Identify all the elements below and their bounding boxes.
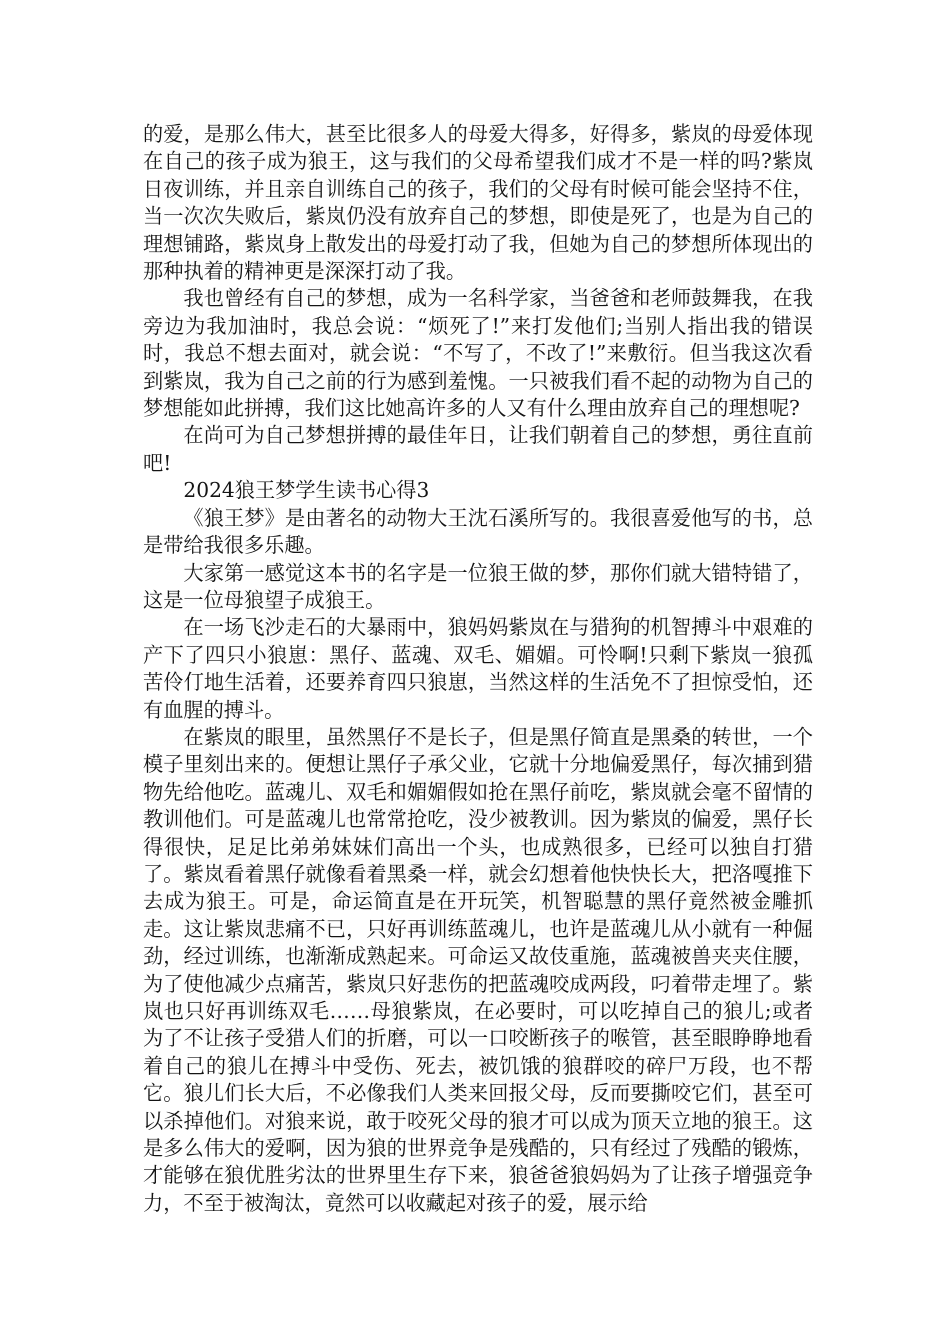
- paragraph-3: 在尚可为自己梦想拼搏的最佳年日，让我们朝着自己的梦想，勇往直前吧!: [143, 423, 813, 475]
- paragraph-1: 的爱，是那么伟大，甚至比很多人的母爱大得多，好得多，紫岚的母爱体现在自己的孩子成为狼王，这与我们的父母希望我们成才不是一样的吗?紫岚日夜训练，并且亲自训练自己的孩子，我们的父母有时候可能会坚持不住，当一次次失败后，紫岚仍没有放弃自己的梦想，即使是死了，也是为自己的理想铺路，紫岚身上散发出的母爱打动了我，但她为自己的梦想所体现出的那种执着的精神更是深深打动了我。: [143, 122, 813, 284]
- document-body: [143, 121, 813, 1217]
- paragraph-6: 在一场飞沙走石的大暴雨中，狼妈妈紫岚在与猎狗的机智搏斗中艰难的产下了四只小狼崽：黑仔、蓝魂、双毛、媚媚。可怜啊!只剩下紫岚一狼孤苦伶仃地生活着，还要养育四只狼崽，当然这样的生活免不了担惊受怕，还有血腥的搏斗。: [143, 615, 813, 722]
- paragraph-7: 在紫岚的眼里，虽然黑仔不是长子，但是黑仔简直是黑桑的转世，一个模子里刻出来的。便想让黑仔子承父业，它就十分地偏爱黑仔，每次捕到猎物先给他吃。蓝魂儿、双毛和媚媚假如抢在黑仔前吃，紫岚就会毫不留情的教训他们。可是蓝魂儿也常常抢吃，没少被教训。因为紫岚的偏爱，黑仔长得很快，足足比弟弟妹妹们高出一个头，也成熟很多，已经可以独自打猎了。紫岚看着黑仔就像看着黑桑一样，就会幻想着他快快长大，把洛嘎推下去成为狼王。可是，命运简直是在开玩笑，机智聪慧的黑仔竟然被金雕抓走。这让紫岚悲痛不已，只好再训练蓝魂儿，也许是蓝魂儿从小就有一种倔劲，经过训练，也渐渐成熟起来。可命运又故伎重施，蓝魂被兽夹夹住腰，为了使他减少点痛苦，紫岚只好悲伤的把蓝魂咬成两段，叼着带走埋了。紫岚也只好再训练双毛……母狼紫岚，在必要时，可以吃掉自己的狼儿;或者为了不让孩子受猎人们的折磨，可以一口咬断孩子的喉管，甚至眼睁睁地看着自己的狼儿在搏斗中受伤、死去，被饥饿的狼群咬的碎尸万段，也不帮它。狼儿们长大后，不必像我们人类来回报父母，反而要撕咬它们，甚至可以杀掉他们。对狼来说，敢于咬死父母的狼才可以成为顶天立地的狼王。这是多么伟大的爱啊，因为狼的世界竞争是残酷的，只有经过了残酷的锻炼，才能够在狼优胜劣汰的世界里生存下来，狼爸爸狼妈妈为了让孩子增强竞争力，不至于被淘汰，竟然可以收藏起对孩子的爱，展示给: [143, 724, 813, 1215]
- section-heading: 2024狼王梦学生读书心得3: [183, 478, 430, 503]
- paragraph-2: 我也曾经有自己的梦想，成为一名科学家，当爸爸和老师鼓舞我，在我旁边为我加油时，我总会说：“烦死了!”来打发他们;当别人指出我的错误时，我总不想去面对，就会说：“不写了，不改了!”来敷衍。但当我这次看到紫岚，我为自己之前的行为感到羞愧。一只被我们看不起的动物为自己的梦想能如此拼搏，我们这比她高许多的人又有什么理由放弃自己的理想呢?: [143, 286, 813, 421]
- paragraph-5: 大家第一感觉这本书的名字是一位狼王做的梦，那你们就大错特错了，这是一位母狼望子成狼王。: [143, 560, 813, 612]
- paragraph-4: 《狼王梦》是由著名的动物大王沈石溪所写的。我很喜爱他写的书，总是带给我很多乐趣。: [143, 505, 813, 558]
